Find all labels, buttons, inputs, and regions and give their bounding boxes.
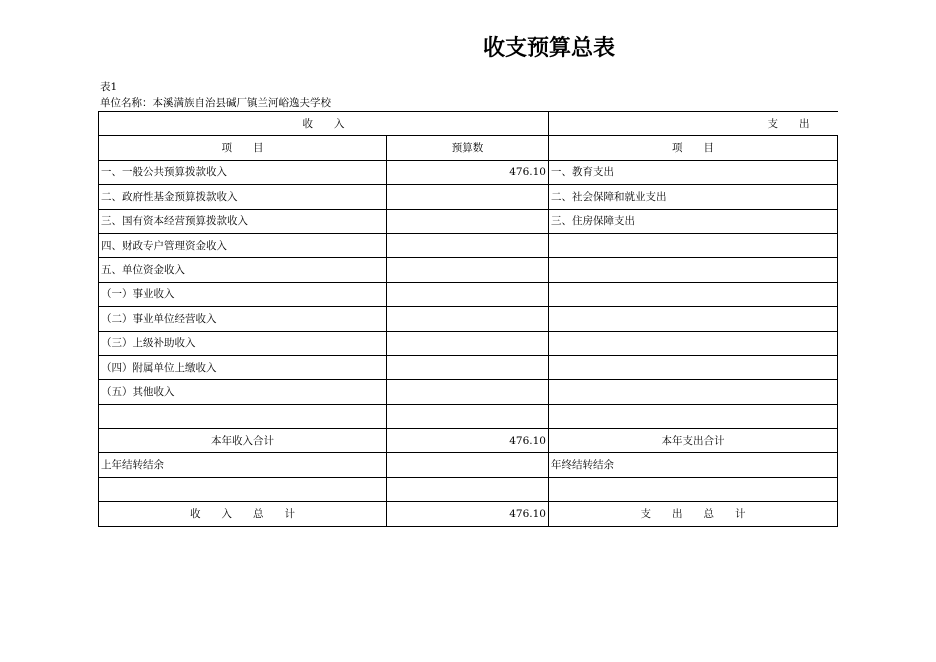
- income-grand-total-label: 收 入 总 计: [99, 502, 387, 526]
- prior-year-balance-amount: [387, 453, 549, 477]
- expense-item-cell: 二、社会保障和就业支出: [549, 185, 838, 209]
- income-item-cell: （一）事业收入: [99, 282, 387, 306]
- grand-total-row: [99, 502, 838, 526]
- income-amount-cell: [387, 258, 549, 282]
- income-item-cell: （四）附属单位上缴收入: [99, 355, 387, 379]
- column-header-row: [99, 136, 838, 160]
- income-amount-cell: [387, 477, 549, 501]
- year-income-total-amount: 476.10: [387, 429, 549, 453]
- expense-item-cell: [549, 282, 838, 306]
- income-item-cell: 五、单位资金收入: [99, 258, 387, 282]
- expense-item-header: 项 目: [549, 136, 838, 160]
- table-row: [99, 477, 838, 501]
- table-number: 表1: [100, 81, 118, 93]
- expense-item-cell: [549, 233, 838, 257]
- income-amount-cell: [387, 355, 549, 379]
- expense-item-cell: [549, 404, 838, 428]
- income-item-cell: 三、国有资本经营预算拨款收入: [99, 209, 387, 233]
- income-item-header: 项 目: [99, 136, 387, 160]
- expense-item-cell: [549, 380, 838, 404]
- table-row: [99, 380, 838, 404]
- income-amount-cell: [387, 331, 549, 355]
- table-row: [99, 331, 838, 355]
- income-amount-cell: 476.10: [387, 160, 549, 184]
- table-row: [99, 355, 838, 379]
- income-item-cell: （三）上级补助收入: [99, 331, 387, 355]
- expense-item-cell: 三、住房保障支出: [549, 209, 838, 233]
- expense-item-cell: [549, 258, 838, 282]
- income-amount-cell: [387, 380, 549, 404]
- section-header-row: [99, 112, 838, 136]
- table-row: [99, 185, 838, 209]
- income-amount-cell: [387, 185, 549, 209]
- year-end-balance-label: 年终结转结余: [549, 453, 838, 477]
- income-item-cell: （二）事业单位经营收入: [99, 307, 387, 331]
- carry-over-row: [99, 453, 838, 477]
- table-row: [99, 258, 838, 282]
- table-row: [99, 404, 838, 428]
- table-row: [99, 160, 838, 184]
- income-item-cell: 一、一般公共预算拨款收入: [99, 160, 387, 184]
- table-row: [99, 307, 838, 331]
- income-amount-cell: [387, 404, 549, 428]
- income-item-cell: [99, 404, 387, 428]
- page-title: 收支预算总表: [482, 36, 615, 61]
- expense-section-header: 支 出: [549, 112, 838, 136]
- expense-item-cell: [549, 331, 838, 355]
- expense-item-cell: [549, 355, 838, 379]
- budget-amount-header: 预算数: [387, 136, 549, 160]
- year-total-row: [99, 429, 838, 453]
- income-amount-cell: [387, 307, 549, 331]
- income-section-header: 收 入: [99, 112, 549, 136]
- income-item-cell: （五）其他收入: [99, 380, 387, 404]
- table-row: [99, 209, 838, 233]
- unit-name: 单位名称：本溪满族自治县碱厂镇兰河峪逸夫学校: [100, 97, 331, 109]
- income-amount-cell: [387, 209, 549, 233]
- income-amount-cell: [387, 282, 549, 306]
- year-income-total-label: 本年收入合计: [99, 429, 387, 453]
- expense-item-cell: [549, 477, 838, 501]
- budget-summary-table: [98, 111, 838, 527]
- table-row: [99, 282, 838, 306]
- prior-year-balance-label: 上年结转结余: [99, 453, 387, 477]
- year-expense-total-label: 本年支出合计: [549, 429, 838, 453]
- income-amount-cell: [387, 233, 549, 257]
- table-row: [99, 233, 838, 257]
- expense-item-cell: 一、教育支出: [549, 160, 838, 184]
- income-item-cell: 二、政府性基金预算拨款收入: [99, 185, 387, 209]
- income-item-cell: 四、财政专户管理资金收入: [99, 233, 387, 257]
- income-item-cell: [99, 477, 387, 501]
- income-grand-total-amount: 476.10: [387, 502, 549, 526]
- expense-item-cell: [549, 307, 838, 331]
- expense-grand-total-label: 支 出 总 计: [549, 502, 838, 526]
